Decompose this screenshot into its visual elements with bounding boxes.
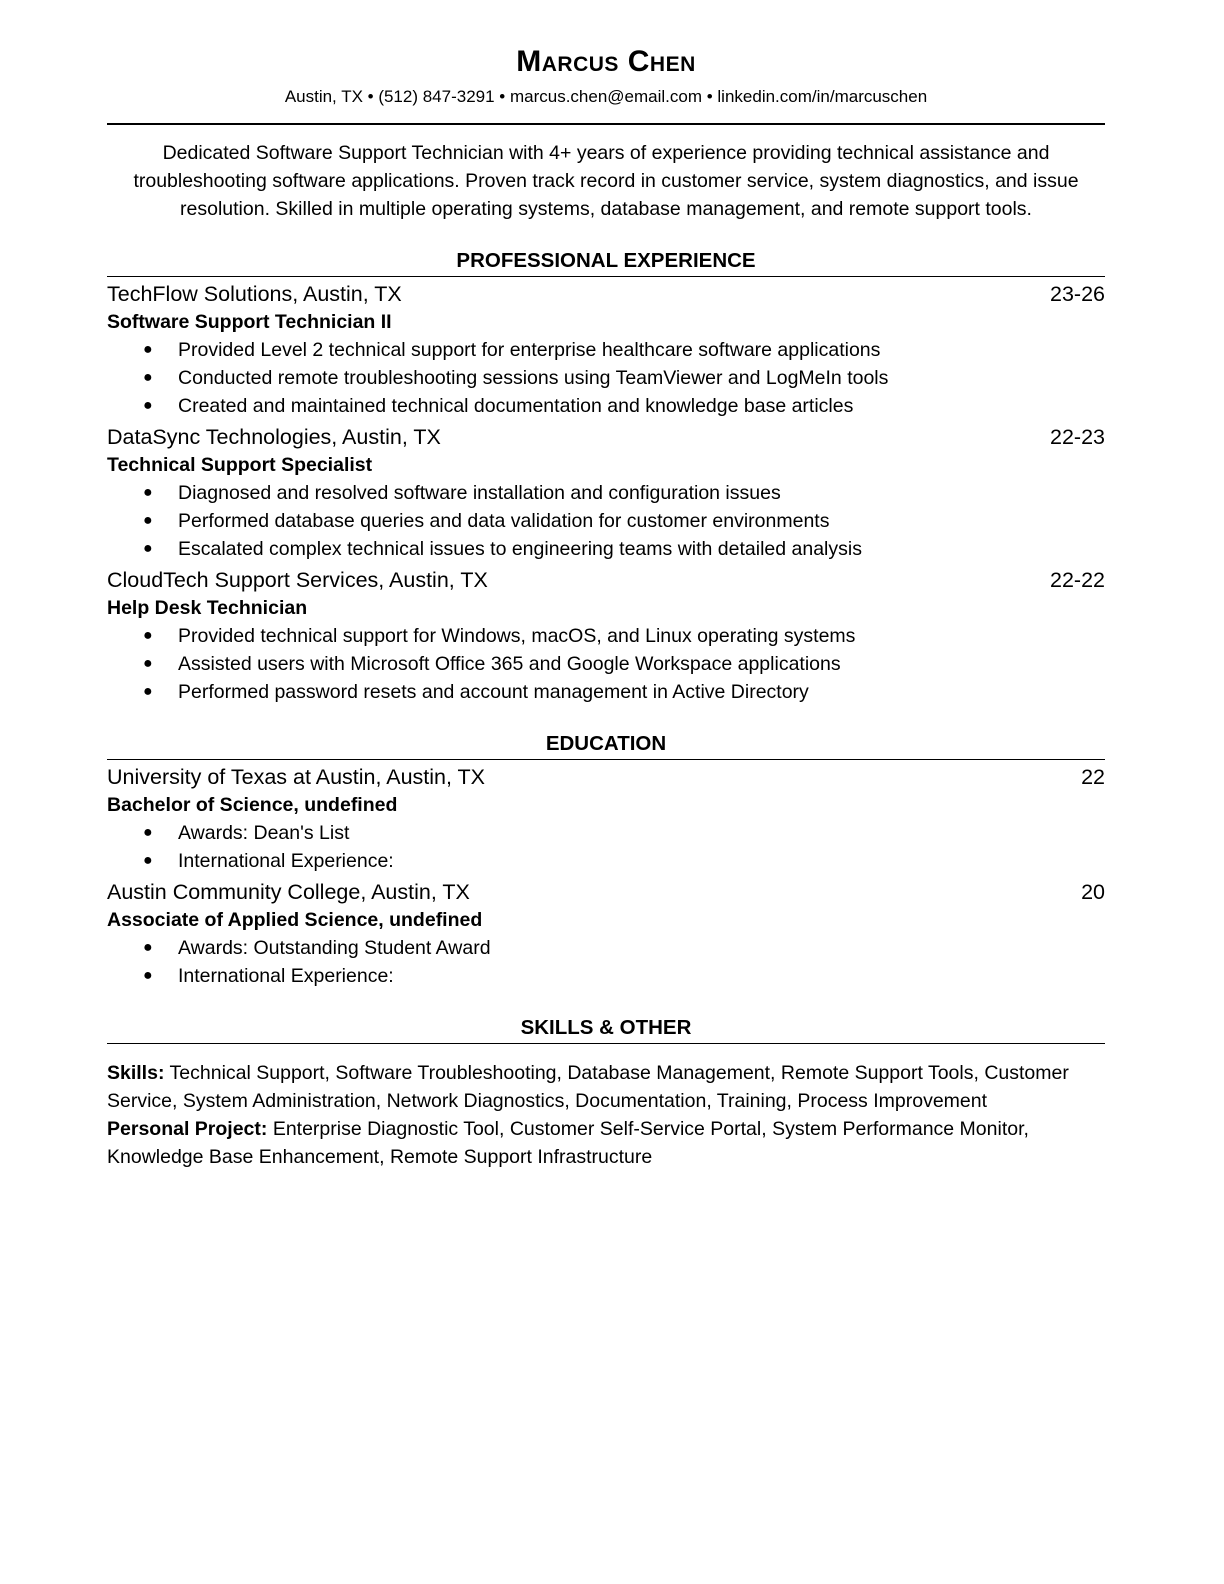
entry-institution: University of Texas at Austin, Austin, TX bbox=[107, 765, 486, 789]
education-entry bbox=[107, 877, 1105, 990]
entry-dates: 23-26 bbox=[1050, 282, 1105, 306]
bullet-item: ● Performed password resets and account management in Active Directory bbox=[107, 678, 1105, 706]
entry-institution: Austin Community College, Austin, TX bbox=[107, 880, 470, 904]
bullet-item: ● Created and maintained technical documentation and knowledge base articles bbox=[107, 392, 1105, 420]
entry-dates: 22-22 bbox=[1050, 568, 1105, 592]
bullet-dot-icon: ● bbox=[143, 369, 153, 386]
experience-entry bbox=[107, 422, 1105, 563]
bullet-item: ● Conducted remote troubleshooting sessions using TeamViewer and LogMeIn tools bbox=[107, 364, 1105, 392]
entry-dates: 20 bbox=[1081, 880, 1105, 904]
bullet-item: ● Escalated complex technical issues to engineering teams with detailed analysis bbox=[107, 535, 1105, 563]
bullet-dot-icon: ● bbox=[143, 484, 153, 501]
entry-header bbox=[107, 877, 1105, 907]
experience-entry bbox=[107, 565, 1105, 706]
bullet-item: ● Provided technical support for Windows, macOS, and Linux operating systems bbox=[107, 622, 1105, 650]
entry-degree: Associate of Applied Science, undefined bbox=[107, 909, 483, 931]
entry-header bbox=[107, 762, 1105, 792]
entry-role: Technical Support Specialist bbox=[107, 454, 373, 476]
bullet-dot-icon: ● bbox=[143, 512, 153, 529]
professional-summary: Dedicated Software Support Technician with 4+ years of experience providing technical assistance and troubleshooting software applications. Proven track record in customer service, system diagnostics, and issue resolution. Skilled in multiple operating systems, database management, and remote support tools. bbox=[133, 142, 1079, 220]
section-title-skills: SKILLS & OTHER bbox=[107, 1014, 1105, 1044]
bullet-item: ● Assisted users with Microsoft Office 365 and Google Workspace applications bbox=[107, 650, 1105, 678]
bullet-dot-icon: ● bbox=[143, 540, 153, 557]
entry-header bbox=[107, 279, 1105, 309]
bullet-dot-icon: ● bbox=[143, 683, 153, 700]
skills-text: Technical Support, Software Troubleshooting, Database Management, Remote Support Tools, Customer Service, System Administration, Network Diagnostics, Documentation, Training, Process Improvement bbox=[107, 1062, 1069, 1112]
section-title-experience: PROFESSIONAL EXPERIENCE bbox=[107, 247, 1105, 277]
entry-organization: TechFlow Solutions, Austin, TX bbox=[107, 282, 402, 306]
experience-entry bbox=[107, 279, 1105, 420]
skills-label: Skills: bbox=[107, 1062, 165, 1084]
entry-bullets bbox=[107, 934, 1105, 990]
resume-page bbox=[107, 40, 1105, 1171]
entry-bullets bbox=[107, 622, 1105, 706]
skills-block bbox=[107, 1059, 1105, 1171]
bullet-dot-icon: ● bbox=[143, 655, 153, 672]
entry-organization: DataSync Technologies, Austin, TX bbox=[107, 425, 441, 449]
entry-dates: 22 bbox=[1081, 765, 1105, 789]
bullet-dot-icon: ● bbox=[143, 852, 153, 869]
entry-header bbox=[107, 422, 1105, 452]
bullet-item: ● Awards: Dean's List bbox=[107, 819, 1105, 847]
project-label: Personal Project: bbox=[107, 1118, 268, 1140]
entry-role: Software Support Technician II bbox=[107, 311, 392, 333]
entry-bullets bbox=[107, 819, 1105, 875]
project-text: Enterprise Diagnostic Tool, Customer Self-Service Portal, System Performance Monitor, Knowledge Base Enhancement, Remote Support Infrastructure bbox=[107, 1118, 1029, 1168]
bullet-dot-icon: ● bbox=[143, 627, 153, 644]
header-divider bbox=[107, 123, 1105, 125]
project-line bbox=[107, 1115, 1105, 1171]
section-title-education: EDUCATION bbox=[107, 730, 1105, 760]
entry-bullets bbox=[107, 336, 1105, 420]
bullet-item: ● Performed database queries and data validation for customer environments bbox=[107, 507, 1105, 535]
bullet-item: ● Diagnosed and resolved software installation and configuration issues bbox=[107, 479, 1105, 507]
bullet-item: ● International Experience: bbox=[107, 962, 1105, 990]
bullet-item: ● Provided Level 2 technical support for enterprise healthcare software applications bbox=[107, 336, 1105, 364]
bullet-dot-icon: ● bbox=[143, 341, 153, 358]
education-entry bbox=[107, 762, 1105, 875]
entry-organization: CloudTech Support Services, Austin, TX bbox=[107, 568, 488, 592]
bullet-item: ● International Experience: bbox=[107, 847, 1105, 875]
entry-header bbox=[107, 565, 1105, 595]
bullet-dot-icon: ● bbox=[143, 939, 153, 956]
contact-line: Austin, TX • (512) 847-3291 • marcus.chen@email.com • linkedin.com/in/marcuschen bbox=[284, 87, 928, 106]
entry-role: Help Desk Technician bbox=[107, 597, 308, 619]
entry-bullets bbox=[107, 479, 1105, 563]
entry-degree: Bachelor of Science, undefined bbox=[107, 794, 398, 816]
bullet-dot-icon: ● bbox=[143, 824, 153, 841]
skills-line bbox=[107, 1059, 1105, 1115]
bullet-dot-icon: ● bbox=[143, 397, 153, 414]
candidate-name: Marcus Chen bbox=[516, 45, 696, 78]
entry-dates: 22-23 bbox=[1050, 425, 1105, 449]
bullet-dot-icon: ● bbox=[143, 967, 153, 984]
bullet-item: ● Awards: Outstanding Student Award bbox=[107, 934, 1105, 962]
